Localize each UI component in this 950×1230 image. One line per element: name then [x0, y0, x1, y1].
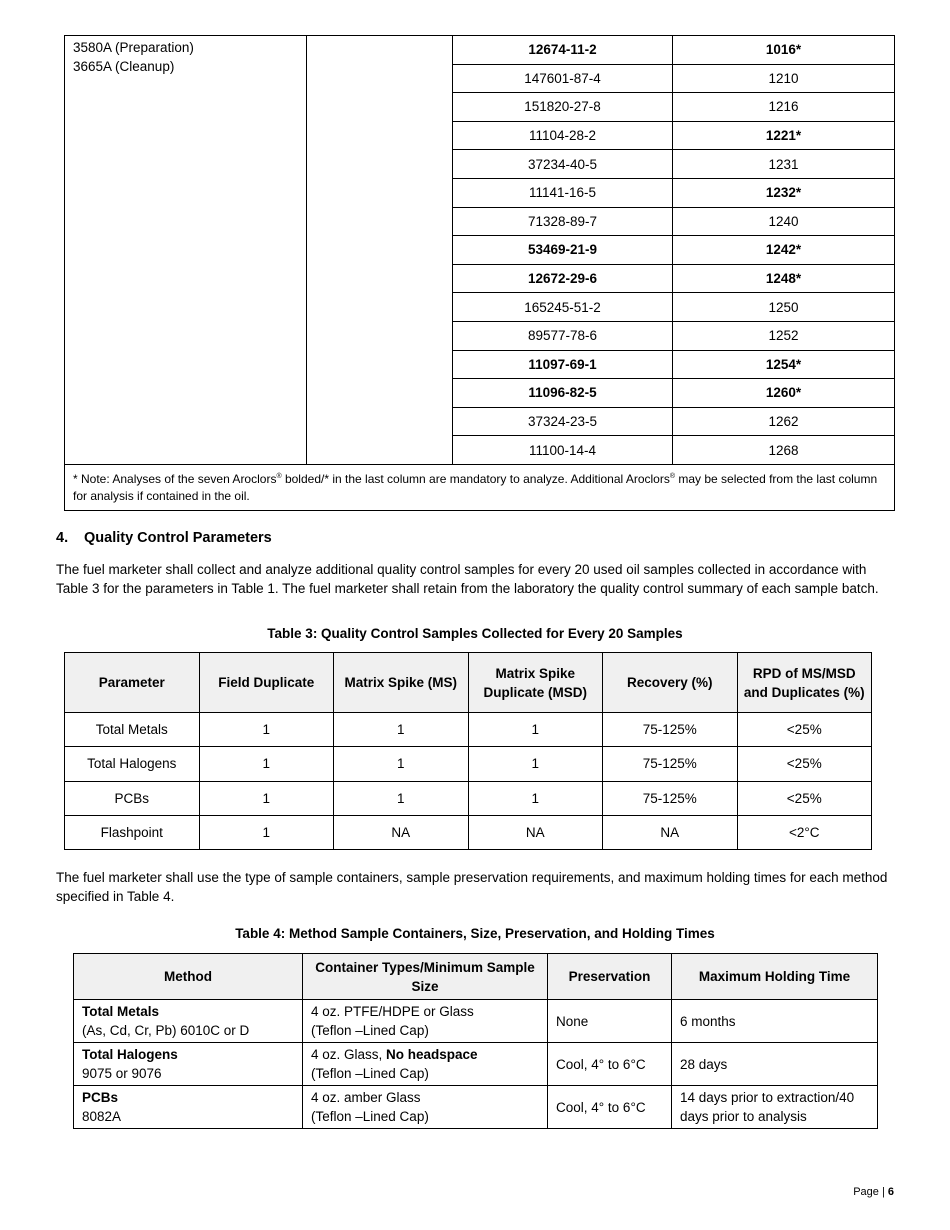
column-header: Parameter: [65, 653, 200, 713]
table-cell: Total Halogens: [65, 747, 200, 781]
aroclor-number: 1242*: [673, 236, 895, 265]
container-line: [311, 1045, 539, 1064]
table-cell: 1: [468, 713, 603, 747]
note-row: [65, 464, 895, 510]
table-cell: Total Metals: [65, 713, 200, 747]
table-cell: NA: [603, 815, 738, 849]
aroclor-number: 1268: [673, 436, 895, 465]
table-cell: Flashpoint: [65, 815, 200, 849]
table-cell: 1: [334, 747, 469, 781]
preservation-cell: None: [548, 1000, 672, 1043]
container-emphasis: No headspace: [386, 1047, 478, 1062]
method-detail: 9075 or 9076: [82, 1066, 162, 1081]
cas-number: 71328-89-7: [453, 207, 673, 236]
note-text: bolded/* in the last column are mandatory to analyze. Additional Aroclors: [281, 471, 670, 486]
table-row: [74, 1000, 878, 1043]
column-header: Matrix Spike (MS): [334, 653, 469, 713]
method-cell: [74, 1086, 303, 1129]
cas-number: 11096-82-5: [453, 379, 673, 408]
holding-time-cell: 14 days prior to extraction/40 days prior to analysis: [672, 1086, 878, 1129]
qc-paragraph: The fuel marketer shall collect and analyze additional quality control samples for every 20 used oil samples collected in accordance with Table 3 for the parameters in Table 1. The fuel marketer shall retain from the laboratory the quality control summary of each sample batch.: [56, 562, 879, 596]
column-header: Container Types/Minimum Sample Size: [303, 954, 548, 1000]
column-header: Maximum Holding Time: [672, 954, 878, 1000]
table-row: [65, 815, 872, 849]
aroclor-number: 1240: [673, 207, 895, 236]
method-cell: [65, 36, 307, 465]
table-row: [65, 747, 872, 781]
table-cell: 1: [468, 747, 603, 781]
container-text: 4 oz. Glass,: [311, 1047, 387, 1062]
table-cell: 75-125%: [603, 747, 738, 781]
empty-cell: [307, 36, 453, 465]
table-cell: NA: [468, 815, 603, 849]
column-header: Method: [74, 954, 303, 1000]
table-row: [74, 1086, 878, 1129]
cas-number: 165245-51-2: [453, 293, 673, 322]
page-footer: [853, 1186, 894, 1198]
aroclor-number: 1260*: [673, 379, 895, 408]
table-cell: 1: [199, 747, 334, 781]
cas-number: 11141-16-5: [453, 178, 673, 207]
aroclor-number: 1221*: [673, 121, 895, 150]
container-cell: [303, 1000, 548, 1043]
cas-number: 37324-23-5: [453, 407, 673, 436]
aroclor-number: 1232*: [673, 178, 895, 207]
table-cell: 1: [334, 713, 469, 747]
preservation-cell: Cool, 4° to 6°C: [548, 1086, 672, 1129]
container-cap: (Teflon –Lined Cap): [311, 1023, 429, 1038]
table4-caption: Table 4: Method Sample Containers, Size, Preservation, and Holding Times: [235, 926, 715, 941]
page-number: 6: [887, 1186, 894, 1198]
container-cell: [303, 1086, 548, 1129]
table-cell: 1: [199, 781, 334, 815]
cas-number: 37234-40-5: [453, 150, 673, 179]
qc-samples-table: [64, 652, 872, 850]
section-title: Quality Control Parameters: [84, 530, 272, 546]
table-cell: 75-125%: [603, 713, 738, 747]
table-cell: PCBs: [65, 781, 200, 815]
column-header: Field Duplicate: [199, 653, 334, 713]
container-line: [311, 1002, 539, 1021]
table-cell: NA: [334, 815, 469, 849]
table-row: [65, 713, 872, 747]
table-cell: 1: [199, 815, 334, 849]
cas-number: 151820-27-8: [453, 93, 673, 122]
footer-label: Page |: [853, 1186, 888, 1198]
container-text: 4 oz. PTFE/HDPE or Glass: [311, 1004, 474, 1019]
aroclor-number: 1248*: [673, 264, 895, 293]
aroclor-number: 1210: [673, 64, 895, 93]
table-cell: 1: [334, 781, 469, 815]
note-text: may be selected from the last column for analysis if contained in the oil.: [73, 471, 878, 503]
table-cell: 75-125%: [603, 781, 738, 815]
table-row: [74, 1043, 878, 1086]
aroclor-number: 1216: [673, 93, 895, 122]
column-header: Preservation: [548, 954, 672, 1000]
holding-time-cell: 6 months: [672, 1000, 878, 1043]
aroclor-number: 1016*: [673, 36, 895, 65]
table-cell: <25%: [737, 747, 872, 781]
aroclor-number: 1262: [673, 407, 895, 436]
container-line: [311, 1088, 539, 1107]
table-cell: <25%: [737, 713, 872, 747]
table-cell: <2°C: [737, 815, 872, 849]
cas-number: 147601-87-4: [453, 64, 673, 93]
section-number: 4.: [56, 530, 69, 546]
aroclor-number: 1252: [673, 321, 895, 350]
method-line: 3665A (Cleanup): [73, 59, 175, 74]
note-text: * Note: Analyses of the seven Aroclors: [73, 471, 277, 486]
table-row: [65, 781, 872, 815]
aroclor-number: 1231: [673, 150, 895, 179]
table3-caption: Table 3: Quality Control Samples Collected for Every 20 Samples: [267, 626, 683, 641]
table-note: [65, 464, 895, 510]
column-header: RPD of MS/MSD and Duplicates (%): [737, 653, 872, 713]
holding-time-cell: 28 days: [672, 1043, 878, 1086]
preservation-cell: Cool, 4° to 6°C: [548, 1043, 672, 1086]
container-cap: (Teflon –Lined Cap): [311, 1109, 429, 1124]
method-detail: 8082A: [82, 1109, 122, 1124]
container-cell: [303, 1043, 548, 1086]
aroclor-table: [64, 35, 895, 511]
registered-mark: ®: [276, 472, 282, 480]
containers-paragraph: The fuel marketer shall use the type of sample containers, sample preservation requirements, and maximum holding times for each method specified in Table 4.: [56, 870, 888, 904]
cas-number: 12672-29-6: [453, 264, 673, 293]
registered-mark: ®: [669, 472, 676, 480]
container-text: 4 oz. amber Glass: [311, 1090, 421, 1105]
method-detail: (As, Cd, Cr, Pb) 6010C or D: [82, 1023, 250, 1038]
method-title: Total Metals: [82, 1004, 160, 1019]
cas-number: 11097-69-1: [453, 350, 673, 379]
cas-number: 11104-28-2: [453, 121, 673, 150]
cas-number: 12674-11-2: [453, 36, 673, 65]
cas-number: 11100-14-4: [453, 436, 673, 465]
aroclor-number: 1250: [673, 293, 895, 322]
container-cap: (Teflon –Lined Cap): [311, 1066, 429, 1081]
method-line: 3580A (Preparation): [73, 40, 194, 55]
method-cell: [74, 1043, 303, 1086]
aroclor-number: 1254*: [673, 350, 895, 379]
cas-number: 53469-21-9: [453, 236, 673, 265]
table-cell: <25%: [737, 781, 872, 815]
method-title: PCBs: [82, 1090, 119, 1105]
sample-containers-table: [73, 953, 878, 1129]
cas-number: 89577-78-6: [453, 321, 673, 350]
table-cell: 1: [468, 781, 603, 815]
table-row: [65, 36, 895, 65]
column-header: Recovery (%): [603, 653, 738, 713]
section-heading: [56, 530, 272, 546]
method-cell: [74, 1000, 303, 1043]
method-title: Total Halogens: [82, 1047, 178, 1062]
column-header: Matrix Spike Duplicate (MSD): [468, 653, 603, 713]
table-cell: 1: [199, 713, 334, 747]
